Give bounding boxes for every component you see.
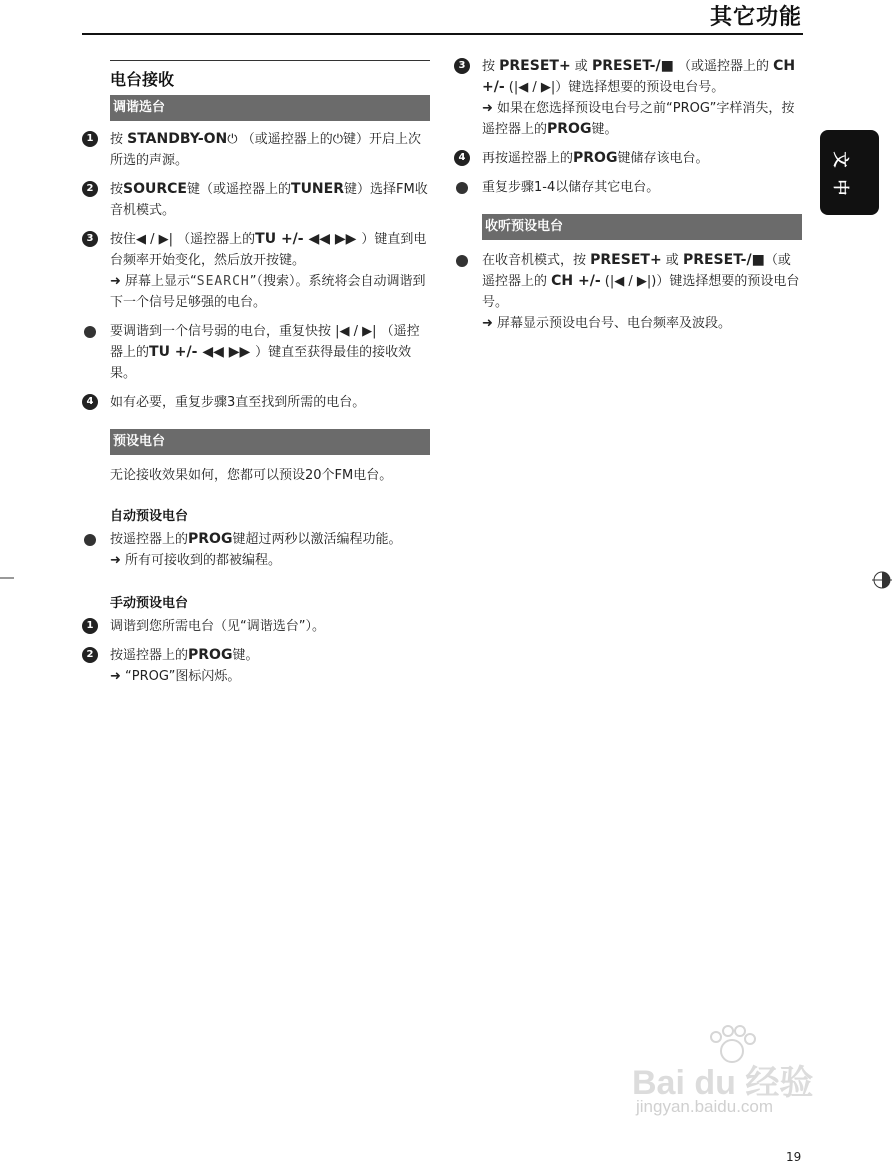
registration-mark-right (872, 570, 892, 590)
step-text: ）键直到电台频率开始变化，然后放开按键。 (110, 232, 427, 268)
lcd-search-text: SEARCH (196, 274, 250, 289)
manual-step-1 (82, 616, 430, 637)
key-prog: PROG (547, 121, 592, 137)
preset-step-4 (454, 148, 802, 169)
step-text: ⏻ （或遥控器上的⏻键）开启上次所选的声源。 (110, 132, 421, 168)
key-ch: CH +/- (482, 58, 796, 95)
step-text: （或遥控器上的 (673, 59, 774, 74)
key-preset-plus: PRESET+ (499, 58, 571, 74)
watermark-logo-text: Bai du 经验 (632, 1064, 814, 1102)
step-text: 键）选择FM收音机模式。 (110, 182, 428, 218)
step-text: 按住◀ / ▶| （遥控器上的 (110, 232, 256, 247)
manual-step-2 (82, 645, 430, 687)
tuning-step-2 (82, 179, 430, 221)
bullet-text: 要调谐到一个信号弱的电台，重复快按 |◀ / ▶| （遥控器上的 (110, 324, 420, 360)
step-number-3: 3 (82, 231, 98, 247)
tuning-step-1 (82, 129, 430, 171)
page-number: 19 (786, 1150, 802, 1164)
section-title-radio: 电台接收 (110, 70, 175, 89)
key-skip-symbols: ◀◀ ▶▶ (197, 344, 256, 360)
key-tu: TU +/- (149, 344, 198, 360)
step-number-1: 1 (82, 131, 98, 147)
right-column (454, 56, 802, 334)
key-preset-plus: PRESET+ (590, 252, 662, 268)
tuning-bullet (82, 321, 430, 384)
section-rule (110, 60, 430, 61)
bar-tuning: 调谐选台 (110, 95, 430, 121)
bullet-dot (84, 326, 96, 338)
item-text: （或遥控器上的 (482, 253, 791, 289)
key-tu: TU +/- (255, 231, 304, 247)
step-text: (|◀ / ▶|）键选择想要的预设电台号。 (504, 80, 725, 95)
step-text: 键。 (232, 648, 259, 663)
step-text: 按 (482, 59, 500, 74)
key-preset-minus: PRESET-/■ (591, 58, 674, 74)
step-number-4: 4 (82, 394, 98, 410)
key-ch: CH +/- (551, 273, 601, 289)
bar-preset: 预设电台 (110, 429, 430, 455)
step-text: 如有必要，重复步骤3直至找到所需的电台。 (110, 395, 366, 410)
key-prog: PROG (573, 150, 618, 166)
bullet-dot (456, 182, 468, 194)
bar-listen-preset: 收听预设电台 (482, 214, 802, 240)
item-text: 按遥控器上的 (110, 532, 189, 547)
key-prog: PROG (188, 531, 233, 547)
bullet-dot (456, 255, 468, 267)
step-number-2: 2 (82, 647, 98, 663)
header-rule (82, 33, 803, 35)
step-text: ”（搜索）。系统将会自动调谐到下一个信号足够强的电台。 (110, 274, 426, 310)
step-text: 键储存该电台。 (617, 151, 709, 166)
item-text: 键超过两秒以激活编程功能。 (232, 532, 402, 547)
page-title: 其它功能 (709, 5, 802, 30)
result-arrow: ➜ 如果在您选择预设电台号之前“PROG”字样消失，按遥控器上的 (482, 101, 795, 137)
step-text: 再按遥控器上的 (482, 151, 574, 166)
key-standby-on: STANDBY-ON (127, 131, 228, 147)
key-skip-symbols: ◀◀ ▶▶ (303, 231, 362, 247)
manual-preset-heading: 手动预设电台 (110, 596, 189, 611)
bullet-text: 重复步骤1-4以储存其它电台。 (482, 180, 660, 195)
step-number-3: 3 (454, 58, 470, 74)
result-arrow: ➜ “PROG”图标闪烁。 (110, 669, 241, 684)
step-text: 按 (110, 132, 128, 147)
step-number-1: 1 (82, 618, 98, 634)
language-tab (820, 130, 879, 215)
key-tuner: TUNER (291, 181, 344, 197)
step-text: 按遥控器上的 (110, 648, 189, 663)
baidu-watermark (632, 1025, 842, 1125)
result-arrow: ➜ 所有可接收到的都被编程。 (110, 553, 282, 568)
step-number-4: 4 (454, 150, 470, 166)
preset-bullet (454, 177, 802, 198)
key-preset-minus: PRESET-/■ (682, 252, 765, 268)
auto-preset-heading: 自动预设电台 (110, 509, 189, 524)
tab-char-1: 文 (831, 151, 851, 168)
step-text: 按 (110, 182, 124, 197)
step-text: 或 (570, 59, 592, 74)
watermark-url: jingyan.baidu.com (636, 1097, 774, 1116)
preset-intro: 无论接收效果如何，您都可以预设20个FM电台。 (110, 468, 393, 483)
auto-preset-item (82, 529, 430, 571)
key-source: SOURCE (123, 181, 187, 197)
bullet-dot (84, 534, 96, 546)
result-arrow: ➜ 屏幕显示预设电台号、电台频率及波段。 (482, 316, 732, 331)
item-text: 在收音机模式，按 (482, 253, 591, 268)
step-number-2: 2 (82, 181, 98, 197)
step-text: 键。 (591, 122, 618, 137)
step-text: 调谐到您所需电台（见“调谐选台”）。 (110, 619, 325, 634)
bullet-text: ）键直至获得最佳的接收效果。 (110, 345, 412, 381)
tuning-step-3 (82, 229, 430, 313)
left-column (82, 60, 430, 687)
registration-mark-left (0, 571, 14, 585)
item-text: (|◀ / ▶|)）键选择想要的预设电台号。 (482, 274, 800, 310)
tab-char-2: 中 (831, 179, 851, 196)
key-prog: PROG (188, 647, 233, 663)
result-arrow: ➜ 屏幕上显示“ (110, 274, 197, 289)
step-text: 键（或遥控器上的 (187, 182, 292, 197)
item-text: 或 (661, 253, 683, 268)
preset-step-3 (454, 56, 802, 140)
listen-item (454, 250, 802, 334)
tuning-step-4 (82, 392, 430, 413)
